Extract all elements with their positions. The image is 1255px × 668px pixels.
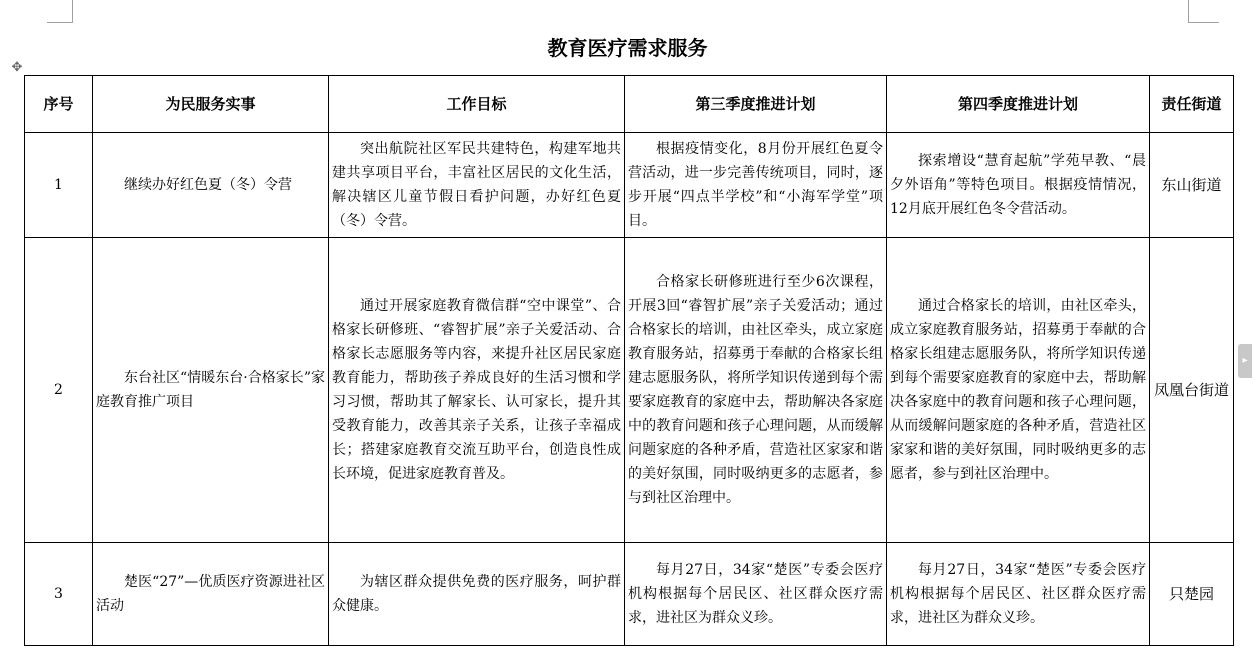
header-street: 责任街道 bbox=[1150, 76, 1234, 133]
row-q3-plan: 每月27日，34家“楚医”专委会医疗机构根据每个居民区、社区群众医疗需求，进社区为群众义珍。 bbox=[625, 543, 887, 646]
row-street: 东山街道 bbox=[1150, 133, 1234, 238]
table-row bbox=[25, 543, 1234, 646]
table-row bbox=[25, 133, 1234, 238]
header-q3-plan: 第三季度推进计划 bbox=[625, 76, 887, 133]
page-title: 教育医疗需求服务 bbox=[547, 36, 708, 60]
row-item: 楚医“27”—优质医疗资源进社区活动 bbox=[93, 543, 329, 646]
service-table bbox=[24, 75, 1234, 646]
row-q4-plan: 每月27日，34家“楚医”专委会医疗机构根据每个居民区、社区群众医疗需求，进社区为群众义珍。 bbox=[887, 543, 1150, 646]
row-item: 继续办好红色夏（冬）令营 bbox=[93, 133, 329, 238]
row-item: 东台社区“情暖东台·合格家长”家庭教育推广项目 bbox=[93, 238, 329, 543]
row-goal: 通过开展家庭教育微信群“空中课堂”、合格家长研修班、“睿智扩展”亲子关爱活动、合格家长志愿服务等内容，来提升社区居民家庭教育能力，帮助孩子养成良好的生活习惯和学习习惯，帮助其了解家长、认可家长，提升其受教育能力，改善其亲子关系，让孩子幸福成长；搭建家庭教育交流互助平台，创造良性成长环境，促进家庭教育普及。 bbox=[329, 238, 625, 543]
row-street: 凤凰台街道 bbox=[1150, 238, 1234, 543]
row-q3-plan: 根据疫情变化，8月份开展红色夏令营活动，进一步完善传统项目，同时，逐步开展“四点半学校”和“小海军学堂”项目。 bbox=[625, 133, 887, 238]
row-q4-plan: 通过合格家长的培训，由社区牵头，成立家庭教育服务站，招募勇于奉献的合格家长组建志愿服务队，将所学知识传递到每个需要家庭教育的家庭中去，帮助解决各家庭中的教育问题和孩子心理问题，从而缓解问题家庭的各种矛盾，营造社区家家和谐的美好氛围，同时吸纳更多的志愿者，参与到社区治理中。 bbox=[887, 238, 1150, 543]
table-row bbox=[25, 238, 1234, 543]
side-panel-toggle-icon[interactable]: ▸ bbox=[1238, 344, 1252, 378]
crop-mark-top-left bbox=[47, 0, 73, 23]
table-move-handle-icon[interactable]: ✥ bbox=[11, 60, 23, 75]
row-goal: 为辖区群众提供免费的医疗服务，呵护群众健康。 bbox=[329, 543, 625, 646]
row-no: 1 bbox=[25, 133, 93, 238]
header-item: 为民服务实事 bbox=[93, 76, 329, 133]
header-goal: 工作目标 bbox=[329, 76, 625, 133]
table-header-row bbox=[25, 76, 1234, 133]
row-goal: 突出航院社区军民共建特色，构建军地共建共享项目平台，丰富社区居民的文化生活，解决辖区儿童节假日看护问题，办好红色夏（冬）令营。 bbox=[329, 133, 625, 238]
row-street: 只楚园 bbox=[1150, 543, 1234, 646]
crop-mark-top-right bbox=[1188, 0, 1219, 23]
header-no: 序号 bbox=[25, 76, 93, 133]
row-no: 2 bbox=[25, 238, 93, 543]
row-q3-plan: 合格家长研修班进行至少6次课程，开展3回“睿智扩展”亲子关爱活动；通过合格家长的培训，由社区牵头，成立家庭教育服务站，招募勇于奉献的合格家长组建志愿服务队，将所学知识传递到每个需要家庭教育的家庭中去，帮助解决各家庭中的教育问题和孩子心理问题，从而缓解问题家庭的各种矛盾，营造社区家家和谐的美好氛围，同时吸纳更多的志愿者，参与到社区治理中。 bbox=[625, 238, 887, 543]
row-q4-plan: 探索增设“慧育起航”学苑早教、“晨夕外语角”等特色项目。根据疫情情况，12月底开展红色冬令营活动。 bbox=[887, 133, 1150, 238]
row-no: 3 bbox=[25, 543, 93, 646]
header-q4-plan: 第四季度推进计划 bbox=[887, 76, 1150, 133]
